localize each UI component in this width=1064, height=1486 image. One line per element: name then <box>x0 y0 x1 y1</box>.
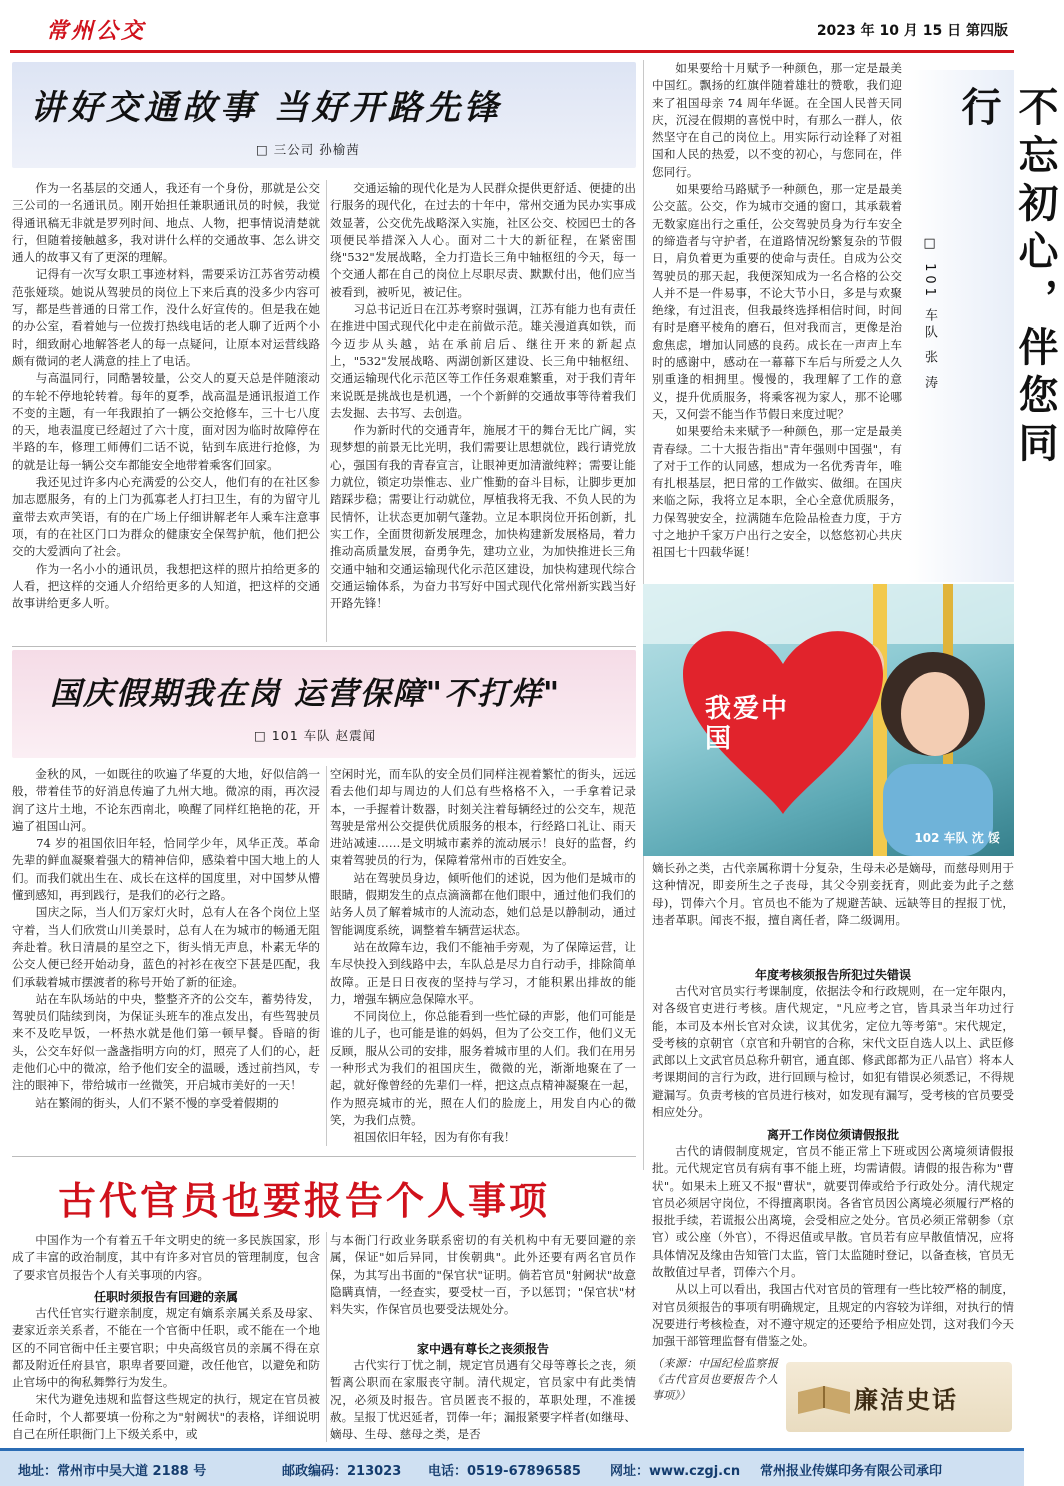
article4-col1-text: 古代任官实行避亲制度，规定有嫡系亲属关系及母家、妻家近亲关系者，不能在一个官衙中任职，或不能在一个地区的不同官衙中任主要官职；中央高级官员的亲属不得在京都及附近任府县官，职卑者要回避，改任他官，以避免和防止官场中的徇私舞弊行为发生。 宋代为避免违规和监督这些规定的执行，规定在官员被任命时，个人都要填一份称之为"射阙状"的表格，详细说明自己在所任职衙门上下级关系中，或 <box>12 1306 320 1442</box>
article3-title: 国庆假期我在岗 运营保障"不打烊" <box>50 676 562 712</box>
footer-postcode: 邮政编码：213023 <box>282 1464 402 1479</box>
article3-col1: 金秋的风，一如既往的吹遍了华夏的大地，好似信鸽一般，带着佳节的好消息传遍了九州大地。微凉的雨，再次浸润了这片土地，不论东西南北，唤醒了同样红艳艳的花，开遍了祖国山河。 74 岁的祖国依旧年轻，恰同学少年，风华正茂。革命先辈的鲜血凝聚着强大的精神信仰，感染着中国大地上的人们。而我们就出生在、成长在这样的国度里，对中国梦从懵懂到感知，再到践行，是我们的必行之路。 国庆之际，当人们万家灯火时，总有人在各个岗位上坚守着，当人们欣赏山川美景时，总有人在为城市的畅通无阻奔赴着。秋日清晨的星空之下，街头悄无声息，朴素无华的公交人便已经开始动身，蓝色的衬衫在夜空下甚是匹配，我们承载着城市摆渡者的称号开始了新的征途。 站在车队场站的中央，整整齐齐的公交车，蓄势待发，驾驶员们陆续到岗，为保证头班车的准点发出，有些驾驶员来不及吃早饭，一杯热水就是他们第一顿早餐。昏暗的街头，公交车好似一盏盏指明方向的灯，照亮了人们的心，赶走他们心中的微凉，给予他们安全的温暖，透过前挡风，专注的眼神下，带给城市一丝微笑，开启城市美好的一天！ 站在繁闹的街头，人们不紧不慢的享受着假期的 <box>12 767 320 1110</box>
article4-subhead4: 离开工作岗位须请假报批 <box>766 1128 899 1142</box>
article4-col2-text: 与本衙门行政业务联系密切的有关机构中有无要回避的亲属，保证"如后异同，甘俟朝典"。此外还要有两名官员作保，为其写出书面的"保官状"证明。倘若官员"射阙状"故意隐瞒真情，一经查实，要受杖一百，予以惩罚；"保官状"材料失实，作保官员也要受法规处分。 <box>330 1233 636 1317</box>
article4-subhead1: 任职时须报告有回避的亲属 <box>93 1290 238 1304</box>
article4-col3-text1: 古代对官员实行考课制度，依据法令和行政规则，在一定年限内，对各级官吏进行考核。唐代规定，"凡应考之官，皆具录当年功过行能，本司及本州长官对众读，议其优劣，定位九等考第"。宋代规定，受考核的京朝官（京官和升朝官的合称，宋代文臣自选人以上、武臣修武郎以上文武官员总称升朝官，通直郎、修武郎都为正八品官）将本人考课期间的言行为政，进行回顾与检讨，如犯有错误必须悉记，不得规避漏写。负责考核的官员进行核对，如发现有漏写，受考核的官员要受相应处分。 <box>652 984 1014 1120</box>
article1-byline: □ 三公司 孙榆茜 <box>256 142 360 157</box>
article2-title: 不忘初心，伴您同行 <box>955 86 1058 470</box>
article4-title: 古代官员也要报告个人事项 <box>58 1179 551 1223</box>
article3-divider <box>326 766 327 1146</box>
lianjie-badge <box>786 1362 1012 1432</box>
photo-driver <box>643 584 1014 856</box>
article2-byline: □ 101 车队 张 涛 <box>922 236 937 393</box>
article4-col3-text2: 古代的请假制度规定，官员不能正常上下班或因公离境须请假报批。元代规定官员有病有事不能上班，均需请假。请假的报告称为"曹状"。如果未上班又不报"曹状"，就要罚俸或给予行政处分。清代规定官员必须居守岗位，不得擅离职岗。各省官员因公离境必须履行严格的报批手续，若谎报公出离境，会受相应之处分。官员必须正常朝参（京官）或公座（外官），不得迟值或早散。官员若有应早散值情况，应将具体情况及缘由告知管门太监，管门太监随时登记，以备查核，官员无故散值过早者，罚俸六个月。 从以上可以看出，我国古代对官员的管理有一些比较严格的制度，对官员须报告的事项有明确规定，且规定的内容较为详细，对执行的情况要进行考核检查，对不遵守规定的还要给予相应处罚，这对我们今天加强干部管理监督有借鉴之处。 <box>652 1144 1014 1349</box>
photo-illustration <box>643 584 1014 856</box>
newspaper-logo: 常州公交 <box>46 18 147 44</box>
photo-sign-text: 我爱中国 <box>705 694 790 754</box>
article4-intro: 中国作为一个有着五千年文明史的统一多民族国家，形成了丰富的政治制度，其中有许多对官员的管理制度，包含了要求官员报告个人有关事项的内容。 <box>12 1233 320 1282</box>
article4-subhead2: 家中遇有尊长之丧须报告 <box>416 1342 549 1356</box>
footer-website: 网址：www.czgj.cn <box>610 1464 741 1479</box>
photo-caption: 102 车队 沈 馁 <box>914 831 1000 845</box>
article4-divider <box>326 1232 327 1442</box>
book-icon <box>796 1382 852 1418</box>
article4-subhead3: 年度考核须报告所犯过失错误 <box>754 968 911 982</box>
article3-col2: 空闲时光，而车队的安全员们同样注视着繁忙的街头，远远看去他们却与周边的人们总有些格格不入，一手拿着记录本，一手握着计数器，时刻关注着每辆经过的公交车，规范驾驶是常州公交提供优质服务的根本，行经路口礼让、雨天进站减速……是文明城市素养的流动展示！良好的监督，约束着驾驶员的行为，保障着常州市的百姓安全。 站在驾驶员身边，倾听他们的述说，因为他们是城市的眼睛，假期发生的点点滴滴都在他们眼中，通过他们我们的站务人员了解着城市的人流动态，她们总是以静制动，通过智能调度系统，调整着车辆营运状态。 站在故障车边，我们不能袖手旁观，为了保障运营，让车尽快投入到线路中去，车队总是尽力自行动手，排除简单故障。正是日日夜夜的坚持与学习，才能积累出排故的能力，增强车辆应急保障水平。 不同岗位上，你总能看到一些忙碌的声影，他们可能是谁的儿子，也可能是谁的妈妈，但为了公交工作，他们义无反顾，服从公司的安排，服务着城市里的人们。我们在用另一种形式为我们的祖国庆生，微微的光，渐渐地聚在了一起，就好像曾经的先辈们一样，把这点点精神凝聚在一起，作为照亮城市的光，照在人们的脸庞上，用发自内心的微笑，为我们点赞。 祖国依旧年轻，因为有你有我！ <box>330 767 636 1145</box>
article1-title: 讲好交通故事 当好开路先锋 <box>30 88 502 128</box>
footer-phone: 电话：0519-67896585 <box>428 1464 581 1479</box>
article1-col2: 交通运输的现代化是为人民群众提供更舒适、便捷的出行服务的现代化，在过去的十年中，常州交通为民办实事成效显著，公交优先战略深入实施，社区公交、校园巴士的各项便民举措深入人心。面对二十大的新征程，在紧密围绕"532"发展战略，全力打造长三角中轴枢纽的今天，每一个交通人都在自己的岗位上尽职尽责、默默付出，他们应当被看到，被听见，被记住。 习总书记近日在江苏考察时强调，江苏有能力也有责任在推进中国式现代化中走在前做示范。雄关漫道真如铁，而今迈步从头越，站在承前启后、继往开来的新起点上，"532"发展战略、两湖创新区建设、长三角中轴枢纽、交通运输现代化示范区等工作任务艰难繁重，对于我们青年来说既是挑战也是机遇，一个个新鲜的交通故事等待着我们去发掘、去书写、去创造。 作为新时代的交通青年，施展才干的舞台无比广阔，实现梦想的前景无比光明，我们需要让思想就位，践行请党放心，强国有我的青春宣言，让眼神更加清澈纯粹；需要让能力就位，锁定功崇惟志、业广惟勤的奋斗目标，让脚步更加踏踩步稳；需要让行动就位，厚植我将无我、不负人民的为民情怀，让状态更加朝气蓬勃。立足本职岗位开拓创新，扎实工作，全面贯彻新发展理念，加快构建新发展格局，着力推动高质量发展，奋勇争先，建功立业，为加快推进长三角交通中轴和交通运输现代化示范区建设，加快构建现代综合交通运输体系，为奋力书写好中国式现代化常州新实践当好开路先锋！ <box>330 181 636 611</box>
article4-top-rule <box>12 1156 636 1157</box>
article1-divider <box>326 180 327 642</box>
article3-top-rule <box>12 646 636 647</box>
article4-source: （来源：中国纪检监察报《古代官员也要报告个人事项》） <box>652 1357 778 1402</box>
issue-date: 2023 年 10 月 15 日 第四版 <box>816 23 1008 39</box>
article3-byline: □ 101 车队 赵震闻 <box>254 728 377 743</box>
footer-address: 地址：常州市中吴大道 2188 号 <box>18 1464 207 1479</box>
article2-text: 如果要给十月赋予一种颜色，那一定是最美中国红。飘扬的红旗伴随着雄壮的赞歌，我们迎来了祖国母亲 74 周年华诞。在全国人民普天同庆，沉浸在假期的喜悦中时，有那么一群人，依然坚守在自己的岗位上。用实际行动诠释了对祖国和人民的热爱，以不变的初心，与您同在，伴您同行。 如果要给马路赋予一种颜色，那一定是最美公交蓝。公交，作为城市交通的窗口，其承载着无数家庭出行之重任，公交驾驶员身为行车安全的缔造者与守护者，在道路情况纷繁复杂的节假日，肩负着更为重要的使命与责任。自成为公交驾驶员的那天起，我便深知成为一名合格的公交人并不是一件易事，不论大节小日，多是与欢聚绝缘，有过沮丧，但我最终选择相信时间，时间有时是磨平棱角的磨石，但对我而言，更像是治愈焦虑，增加认同感的良药。成长在一声声上车时的感谢中，感动在一幕幕下车后与所爱之人久别重逢的相拥里。慢慢的，我理解了工作的意义，提升优质服务，将乘客视为家人，那不论哪天，又何尝不能当作节假日来度过呢？ 如果要给未来赋予一种颜色，那一定是最美青春绿。二十大报告指出"青年强则中国强"，有了对于工作的认同感，想成为一名优秀青年，唯有扎根基层，把日常的工作做实、做细。在国庆来临之际，我将立足本职，全心全意优质服务，力保驾驶安全，拉满随车危险品检查力度，于方寸之地护千家万户出行之安全，以悠悠初心共庆祖国七十四载华诞！ <box>652 61 902 560</box>
article4-col3-text: 嫡长孙之类，古代亲属称谓十分复杂，生母未必是嫡母，而慈母则用于这种情况，即妾所生之子丧母，其父令别妾抚育，则此妾为此子之慈母)，罚俸六个月。官员也不能为了规避苦缺、远缺等目的捏报丁忧，违者革职。闻丧不报，擅自离任者，降二级调用。 <box>652 861 1014 927</box>
article1-col1: 作为一名基层的交通人，我还有一个身份，那就是公交三公司的一名通讯员。刚开始担任兼职通讯员的时候，我觉得通讯稿无非就是罗列时间、地点、人物，把事情说清楚就行，但随着接触越多，我对讲什么样的交通故事、怎么讲交通人的故事又有了更深的理解。 记得有一次写女职工事迹材料，需要采访江苏省劳动模范张娅琰。她说从驾驶员的岗位上下来后真的没多少内容可写，都是些普通的日常工作，没什么好宣传的。但是我在她的办公室，看着她与一位拨打热线电话的老人聊了近两个小时，细致耐心地解答老人的每一点疑问，让原本对运营线路颇有微词的老人满意的挂上了电话。 与高温同行，同酷暑较量，公交人的夏天总是伴随滚动的车轮不停地轮转着。每年的夏季，战高温是通讯报道工作不变的主题，有一年我跟拍了一辆公交抢修车，三十七八度的天，地表温度已经超过了六十度，面对因为临时故障停在半路的车，修理工师傅们二话不说，钻到车底进行抢修，为的就是让每一辆公交车都能安全地带着乘客们回家。 我还见过许多内心充满爱的公交人，他们有的在社区参加志愿服务，有的上门为孤寡老人打扫卫生，有的为留守儿童带去欢声笑语，有的在广场上仔细讲解老年人乘车注意事项，有的在社区门口为群众的健康安全保驾护航，他们把公交的大爱洒向了社会。 作为一名小小的通讯员，我想把这样的照片拍给更多的人看，把这样的交通人介绍给更多的人知道，把这样的交通故事讲给更多人听。 <box>12 181 320 611</box>
badge-label: 廉洁史话 <box>854 1386 958 1414</box>
footer-bar <box>0 1448 1024 1486</box>
article4-col2-text2: 古代实行丁忧之制，规定官员遇有父母等尊长之丧，须暂离公职而在家服丧守制。清代规定，官员家中有此类情况，必须及时报告。官员匿丧不报的，革职处理，不准援赦。呈报丁忧迟延者，罚俸一年；漏报紧要字样者(如继母、嫡母、生母、慈母之类，是否 <box>330 1358 636 1442</box>
header-rule <box>10 50 1014 53</box>
footer-printer: 常州报业传媒印务有限公司承印 <box>760 1464 943 1479</box>
